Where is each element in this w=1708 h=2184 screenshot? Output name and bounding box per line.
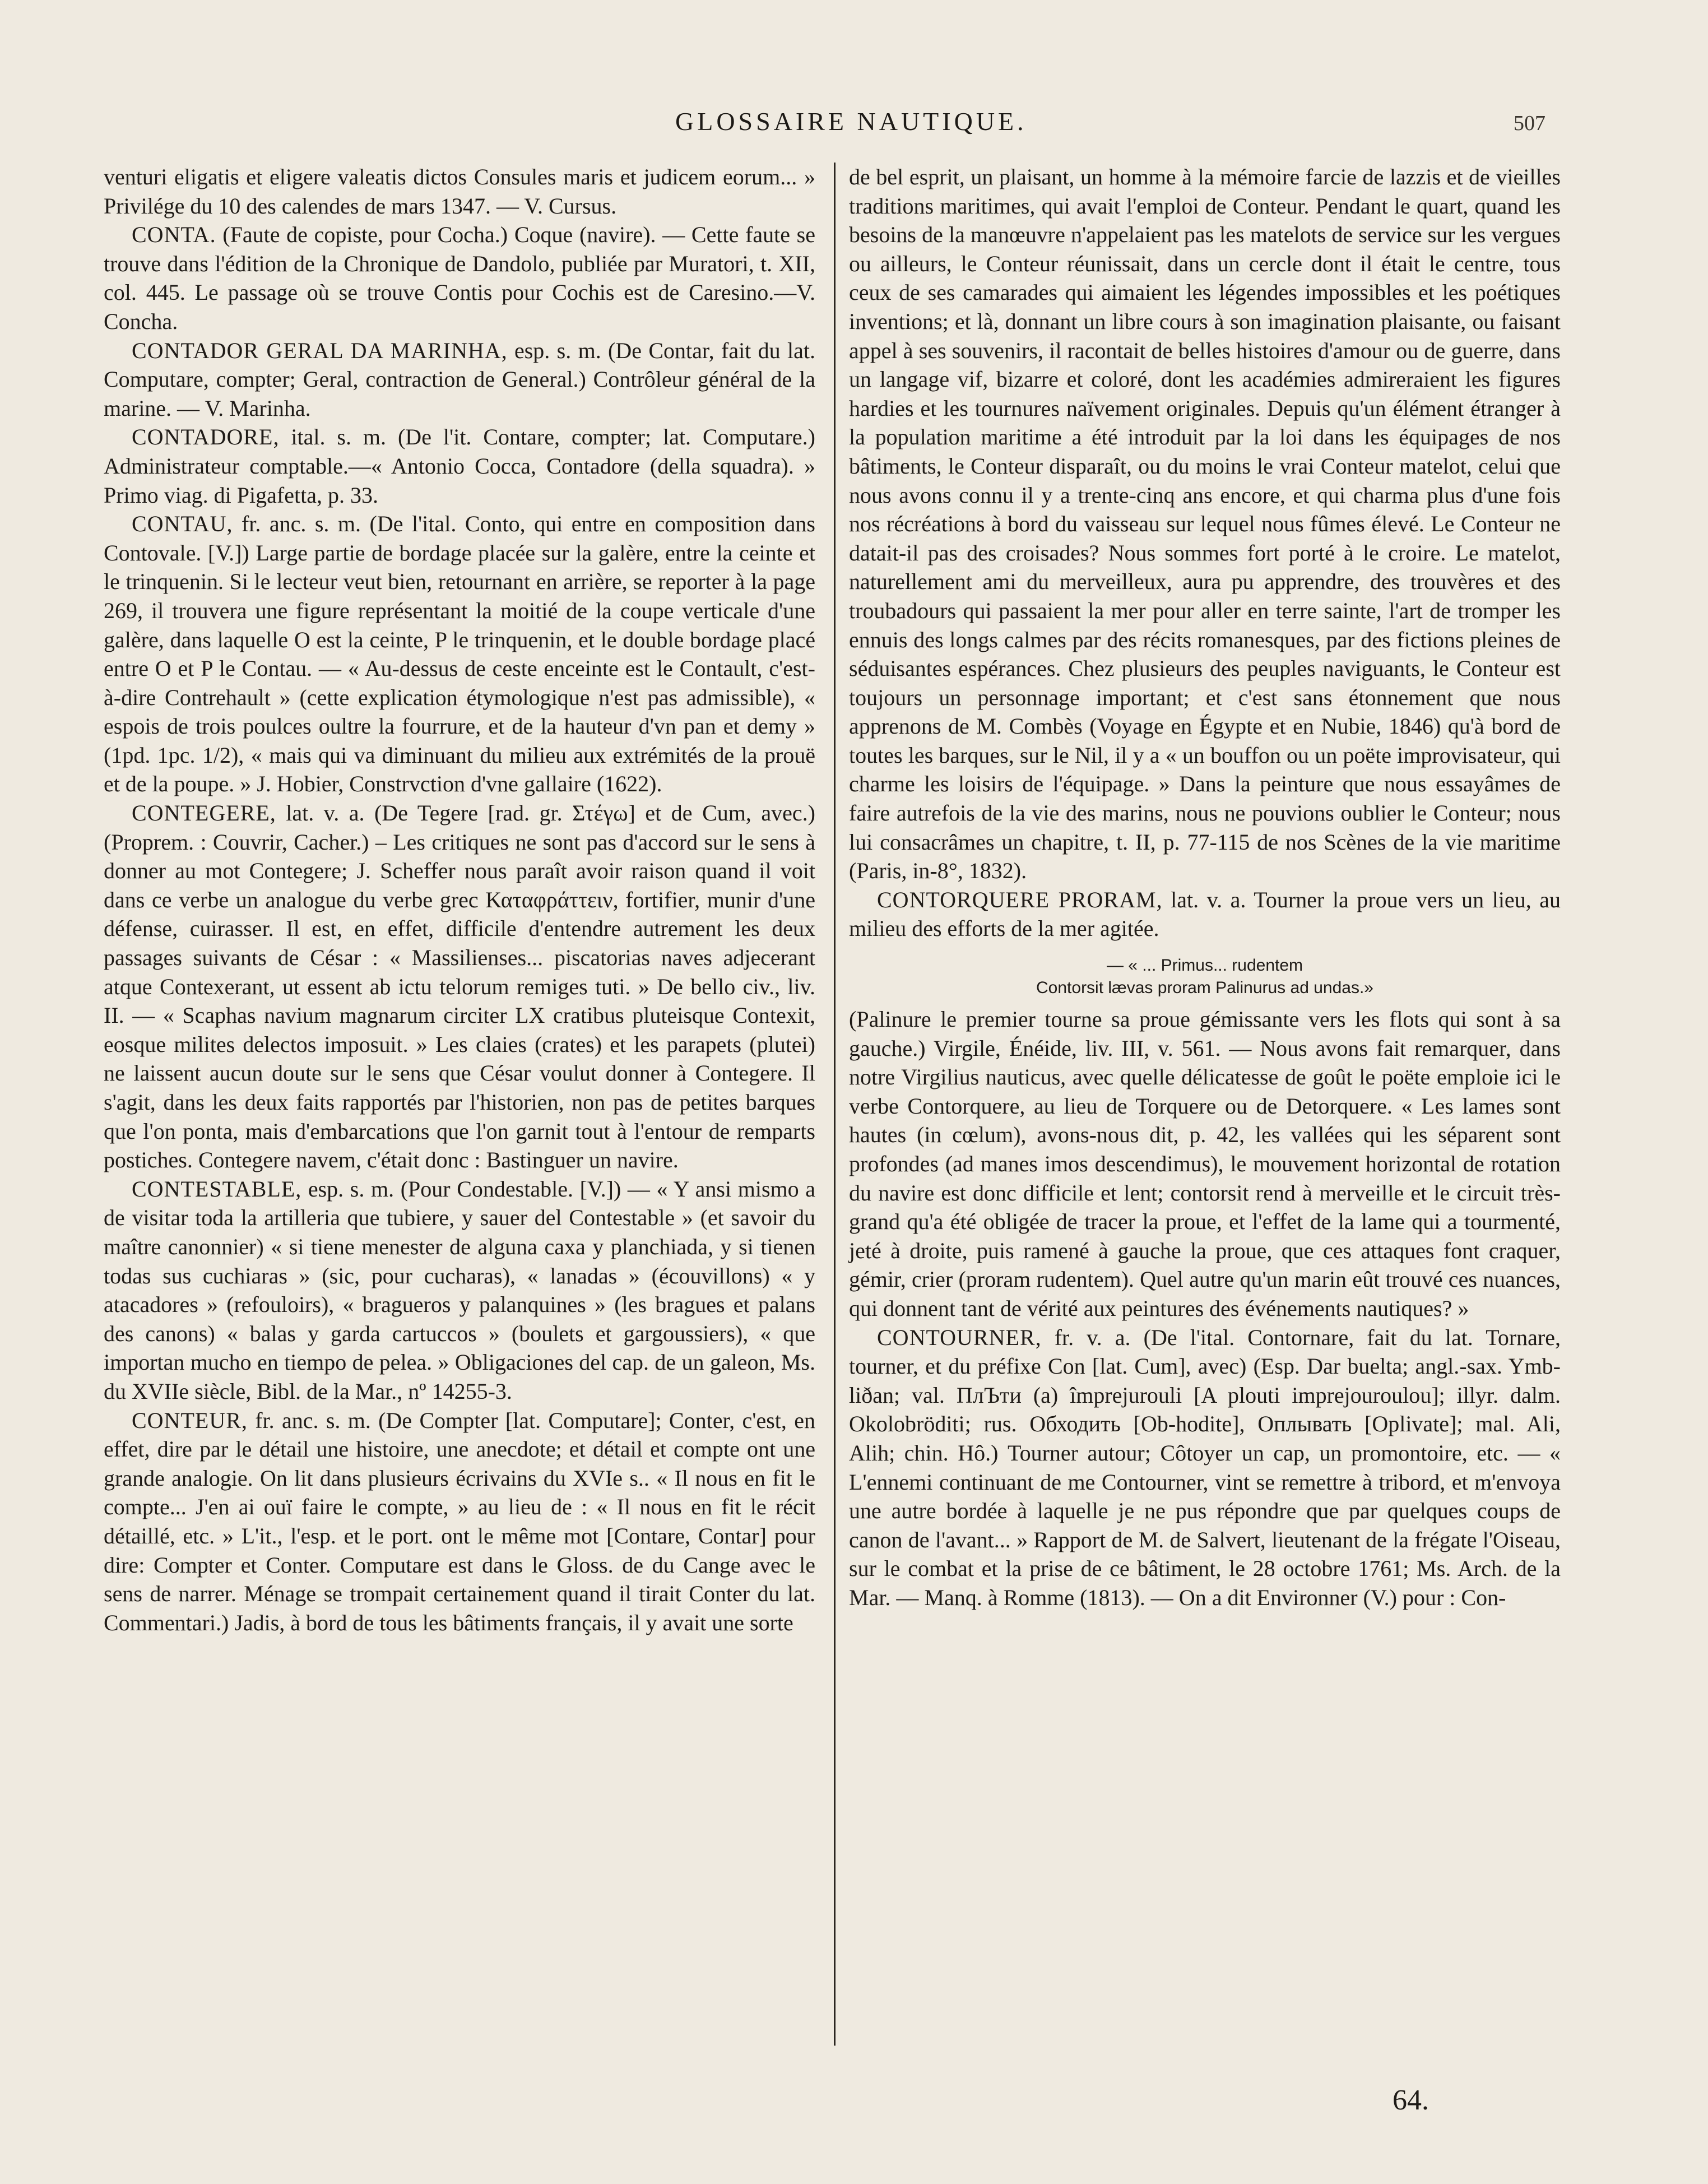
entry-headword: CONTEUR, [132, 1407, 248, 1433]
page-number: 507 [1514, 112, 1545, 135]
dictionary-entry: CONTESTABLE, esp. s. m. (Pour Condestable. [V.]) — « Y ansi mismo a de visitar toda la artilleria que tubiere, y sauer del Contestable » (et savoir du maître canonnier) « si tiene menester de alguna caxa y planchiada, y si tienen todas sus cuchiaras » (sic, pour cucharas), « lanadas » (écouvillons) « y atacadores » (refouloirs), « bragueros y palanquines » (les bragues et palans des canons) « balas y garda cartuccos » (boulets et gargoussiers), « que importan mucho en tiempo de pelea. » Obligaciones del cap. de un galeon, Ms. du XVIIe siècle, Bibl. de la Mar., nº 14255-3. [104, 1176, 815, 1404]
dictionary-entry: CONTADOR GERAL DA MARINHA, esp. s. m. (De Contar, fait du lat. Computare, compter; Geral, contraction de General.) Contrôleur général de la marine. — V. Marinha. [104, 337, 815, 421]
quote-line: Contorsit lævas proram Palinurus ad undas.» [1036, 979, 1373, 998]
dictionary-entry: CONTEGERE, lat. v. a. (De Tegere [rad. gr. Στέγω] et de Cum, avec.) (Proprem. : Couvrir, Cacher.) – Les critiques ne sont pas d'accord sur le sens à donner au mot Contegere; J. Scheffer nous paraît avoir raison quand il voit dans ce verbe un analogue du verbe grec Καταφράττειν, fortifier, munir d'une défense, cuirasser. Il est, en effet, difficile d'entendre autrement les deux passages suivants de César : « Massilienses... piscatorias naves adjecerant atque Contexerant, ut essent ab ictu telorum remiges tuti. » De bello civ., liv. II. — « Scaphas navium magnarum circiter LX cratibus pluteisque Contexit, eosque milites delectos imposuit. » Les claies (crates) et les parapets (plutei) ne laissent aucun doute sur le sens que César voulut donner à Contegere. Il s'agit, dans les deux faits rapportés par l'historien, non pas de petites barques que l'on ponta, mais d'embarcations que l'on garnit tout à l'entour de remparts postiches. Contegere navem, c'était donc : Bastinguer un navire. [104, 800, 815, 1173]
entry-headword: CONTESTABLE, [132, 1176, 302, 1202]
quote-line: — « ... Primus... rudentem [1106, 956, 1303, 975]
latin-quotation [849, 954, 1561, 999]
dictionary-entry: CONTAU, fr. anc. s. m. (De l'ital. Conto, qui entre en composition dans Contovale. [V.]) Large partie de bordage placée sur la galère, entre la ceinte et le trinquenin. Si le lecteur veut bien, retournant en arrière, se reporter à la page 269, il trouvera une figure représentant la moitié de la coupe verticale d'une galère, dans laquelle O est la ceinte, P le trinquenin, et le double bordage placé entre O et P le Contau. — « Au-dessus de ceste enceinte est le Contault, c'est-à-dire Contrehault » (cette explication étymologique n'est pas admissible), « espois de trois poulces oultre la fourrure, et de la hauteur d'vn pan et demy » (1pd. 1pc. 1/2), « mais qui va diminuant du milieu aux extrémités de la prouë et de la poupe. » J. Hobier, Constrvction d'vne gallaire (1622). [104, 511, 815, 797]
text-paragraph: (Palinure le premier tourne sa proue gémissante vers les flots qui sont à sa gauche.) Virgile, Énéide, liv. III, v. 561. — Nous avons fait remarquer, dans notre Virgilius nauticus, avec quelle délicatesse de goût le poëte emploie ici le verbe Contorquere, au lieu de Torquere ou de Detorquere. « Les lames sont hautes (in cœlum), avons-nous dit, p. 42, les vallées qui les séparent sont profondes (ad manes imos descendimus), le mouvement horizontal de rotation du navire est donc difficile et lent; contorsit rend à merveille et le circuit très-grand qu'a été obligée de tracer la proue, et l'effet de la lame qui a tourmenté, jeté à droite, puis ramené à gauche la proue, que ces attaques font craquer, gémir, crier (proram rudentem). Quel autre qu'un marin eût trouvé ces nuances, qui donnent tant de vérité aux peintures des événements nautiques? » [849, 1007, 1561, 1321]
column-divider [834, 163, 836, 2046]
dictionary-entry: CONTA. (Faute de copiste, pour Cocha.) Coque (navire). — Cette faute se trouve dans l'édition de la Chronique de Dandolo, publiée par Muratori, t. XII, col. 445. Le passage où se trouve Contis pour Cochis est de Caresino.—V. Concha. [104, 222, 815, 334]
dictionary-entry: CONTORQUERE PRORAM, lat. v. a. Tourner la proue vers un lieu, au milieu des efforts de la mer agitée. [849, 887, 1561, 942]
left-column [104, 163, 815, 1637]
dictionary-entry: CONTOURNER, fr. v. a. (De l'ital. Contornare, fait du lat. Tornare, tourner, et du préfixe Con [lat. Cum], avec) (Esp. Dar buelta; angl.-sax. Ymb-liðan; val. ПлЪти (a) împrejurouli [A plouti imprejouroulou]; illyr. dalm. Okolobröditi; rus. Обходить [Ob-hodite], Оплывать [Oplivate]; mal. Ali, Alih; chin. Hô.) Tourner autour; Côtoyer un cap, un promontoire, etc. — « L'ennemi continuant de me Contourner, vint se remettre à tribord, et m'envoya une autre bordée à laquelle je ne pus répondre que par quelques coups de canon de l'avant... » Rapport de M. de Salvert, lieutenant de la frégate l'Oiseau, sur le combat et la prise de ce bâtiment, le 28 octobre 1761; Ms. Arch. de la Mar. — Manq. à Romme (1813). — On a dit Environner (V.) pour : Con- [849, 1324, 1561, 1610]
entry-headword: CONTADOR GERAL DA MARINHA, [132, 337, 508, 363]
page-header [0, 106, 1708, 146]
right-column [849, 163, 1561, 1612]
entry-headword: CONTAU, [132, 511, 233, 537]
text-paragraph: de bel esprit, un plaisant, un homme à la mémoire farcie de lazzis et de vieilles traditions maritimes, qui avait l'emploi de Conteur. Pendant le quart, quand les besoins de la manœuvre n'appelaient pas les matelots de service sur les vergues ou ailleurs, le Conteur réunissait, dans un cercle dont il était le centre, tous ceux de ses camarades qui aimaient les légendes impossibles et les poétiques inventions; et là, donnant un libre cours à son imagination plaisante, ou faisant appel à ses souvenirs, il racontait de belles histoires d'amour ou de guerre, dans un langage vif, bizarre et coloré, dont les académies admireraient les figures hardies et les tournures naïvement originales. Depuis qu'un élément étranger à la population maritime a été introduit par la loi dans les équipages de nos bâtiments, le Conteur disparaît, ou du moins le vrai Conteur matelot, celui que nous avons connu il y a trente-cinq ans encore, et qui charma plus d'une fois nos récréations à bord du vaisseau sur lequel nous fûmes élevé. Le Conteur ne datait-il pas des croisades? Nous sommes fort porté à le croire. Le matelot, naturellement ami du merveilleux, aura pu apprendre, des trouvères et des troubadours qui passaient la mer pour aller en terre sainte, l'art de tromper les ennuis des longs calmes par des récits romanesques, par des fictions pleines de séduisantes espérances. Chez plusieurs des peuples naviguants, le Conteur est toujours un personnage important; et c'est sans étonnement que nous apprenons de M. Combès (Voyage en Égypte et en Nubie, 1846) qu'à bord de toutes les barques, sur le Nil, il y a « un bouffon ou un poëte improvisateur, qui charme les loisirs de l'équipage. » Dans la peinture que nous essayâmes de faire autrefois de la vie des marins, nous ne pouvions oublier le Conteur; nous lui consacrâmes un chapitre, t. II, p. 77-115 de nos Scènes de la vie maritime (Paris, in-8°, 1832). [849, 164, 1561, 884]
signature-mark: 64. [1393, 2084, 1429, 2116]
entry-headword: CONTORQUERE PRORAM, [877, 887, 1163, 912]
entry-headword: CONTA. [132, 222, 216, 248]
entry-headword: CONTOURNER, [877, 1324, 1042, 1350]
entry-headword: CONTEGERE, [132, 800, 276, 826]
entry-headword: CONTADORE, [132, 424, 280, 450]
running-title: GLOSSAIRE NAUTIQUE. [675, 107, 1027, 136]
dictionary-entry: CONTADORE, ital. s. m. (De l'it. Contare, compter; lat. Computare.) Administrateur comptable.—« Antonio Cocca, Contadore (della squadra). » Primo viag. di Pigafetta, p. 33. [104, 424, 815, 508]
dictionary-entry: CONTEUR, fr. anc. s. m. (De Compter [lat. Computare]; Conter, c'est, en effet, dire par le détail une histoire, une anecdote; et détail et compte ont une grande analogie. On lit dans plusieurs écrivains du XVIe s.. « Il nous en fit le compte... J'en ai ouï faire le compte, » au lieu de : « Il nous en fit le récit détaillé, etc. » L'it., l'esp. et le port. ont le même mot [Contare, Contar] pour dire: Compter et Conter. Computare est dans le Gloss. de du Cange avec le sens de narrer. Ménage se trompait certainement quand il tirait Conter du lat. Commentari.) Jadis, à bord de tous les bâtiments français, il y avait une sorte [104, 1407, 815, 1635]
text-paragraph: venturi eligatis et eligere valeatis dictos Consules maris et judicem eorum... » Privilége du 10 des calendes de mars 1347. — V. Cursus. [104, 164, 815, 219]
